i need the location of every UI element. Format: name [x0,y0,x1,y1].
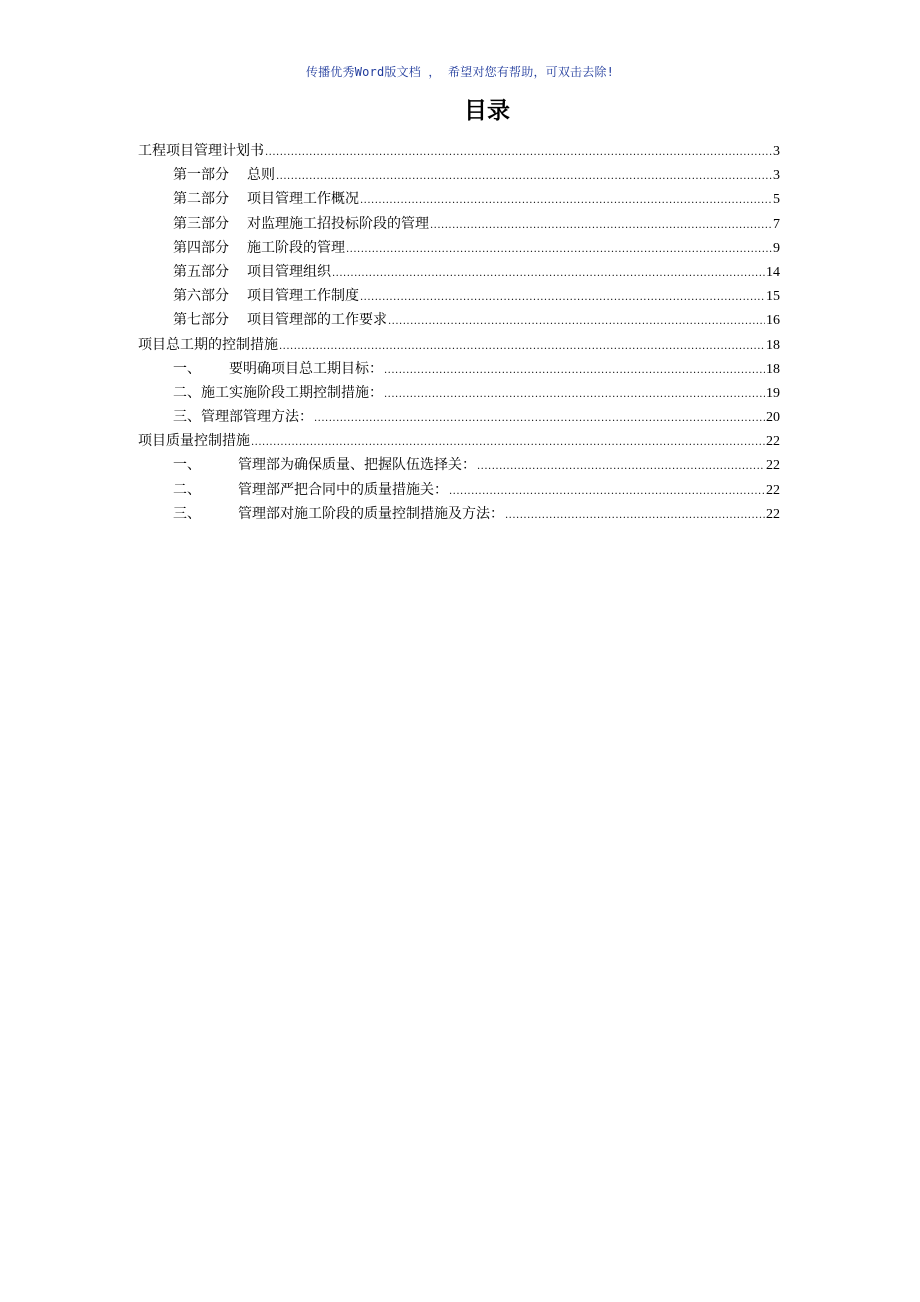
toc-entry-title: 项目管理工作制度 [247,288,359,305]
toc-leader-dots [360,286,765,310]
toc-page-number: 3 [773,168,780,184]
toc-leader-dots [384,383,765,407]
toc-entry-label [173,405,313,429]
toc-entry-title: 总则 [247,167,275,184]
toc-page-number: 18 [766,361,780,377]
toc-page-number: 3 [773,144,780,159]
toc-page-number: 22 [766,434,780,450]
header-watermark-text: 传播优秀Word版文档 ， 希望对您有帮助，可双击去除! [305,65,615,79]
toc-page-number: 22 [766,506,780,522]
toc-leader-dots [276,165,772,189]
toc-entry-label [173,478,448,502]
table-of-contents [138,139,780,526]
toc-entry-title: 管理部对施工阶段的质量控制措施及方法： [238,505,504,522]
toc-entry-title: 对监理施工招投标阶段的管理 [247,215,429,232]
toc-entry-title: 三、管理部管理方法： [173,409,313,426]
toc-entry-title: 二、施工实施阶段工期控制措施： [173,384,383,401]
toc-page-number: 20 [766,410,780,426]
toc-entry-title: 项目管理部的工作要求 [247,312,387,329]
toc-page-number: 9 [773,240,780,256]
toc-entry-label [173,502,504,526]
toc-entry-label [173,284,359,308]
toc-entry[interactable] [138,453,780,477]
toc-leader-dots [279,335,765,359]
toc-leader-dots [505,504,765,528]
toc-entry-label [173,308,387,332]
toc-leader-dots [346,238,772,262]
toc-entry-number: 第三部分 [173,215,229,232]
toc-entry-number: 第二部分 [173,191,229,208]
toc-entry-number: 二、 [173,481,201,498]
toc-page-number: 22 [766,458,780,474]
toc-entry-title: 施工阶段的管理 [247,239,345,256]
toc-entry[interactable] [138,236,780,260]
toc-entry[interactable] [138,405,780,429]
toc-page-number: 7 [773,216,780,232]
toc-page-number: 19 [766,385,780,401]
toc-entry-number: 第五部分 [173,263,229,280]
toc-entry-number: 第七部分 [173,312,229,329]
toc-entry-title: 项目管理工作概况 [247,191,359,208]
toc-leader-dots [314,407,765,431]
toc-entry-title: 项目质量控制措施 [138,433,250,450]
toc-leader-dots [332,262,765,286]
toc-entry[interactable] [138,333,780,357]
toc-entry-label [173,260,331,284]
toc-entry-title: 管理部为确保质量、把握队伍选择关： [238,457,476,474]
toc-page-number: 14 [766,264,780,280]
toc-entry[interactable] [138,381,780,405]
toc-entry-label [173,163,275,187]
toc-entry-title: 项目总工期的控制措施 [138,336,278,353]
toc-entry-number: 第六部分 [173,288,229,305]
toc-leader-dots [477,455,765,479]
toc-entry-title: 项目管理组织 [247,263,331,280]
toc-entry[interactable] [138,357,780,381]
toc-entry-label [173,381,383,405]
toc-entry-number: 第四部分 [173,239,229,256]
toc-entry-number: 三、 [173,505,201,522]
toc-entry-number: 一、 [173,457,201,474]
toc-entry-label [173,212,429,236]
toc-entry-number: 一、 [173,360,201,377]
toc-entry[interactable] [138,478,780,502]
toc-page-number: 16 [766,313,780,329]
toc-entry-label [138,139,264,163]
toc-title: 目录 [464,98,510,124]
toc-entry[interactable] [138,308,780,332]
toc-entry[interactable] [138,139,780,163]
toc-leader-dots [384,359,765,383]
toc-entry-label [138,429,250,453]
toc-page-number: 22 [766,482,780,498]
toc-entry[interactable] [138,429,780,453]
toc-entry-title: 要明确项目总工期目标： [229,360,383,377]
toc-leader-dots [430,214,772,238]
toc-entry-label [173,453,476,477]
toc-entry-label [138,333,278,357]
toc-entry-number: 第一部分 [173,167,229,184]
toc-leader-dots [251,431,765,455]
toc-entry[interactable] [138,163,780,187]
toc-entry-label [173,357,383,381]
toc-page-number: 18 [766,337,780,353]
toc-entry-label [173,236,345,260]
toc-entry[interactable] [138,260,780,284]
toc-leader-dots [360,189,772,213]
toc-entry-title: 工程项目管理计划书 [138,143,264,159]
toc-page-number: 15 [766,289,780,305]
toc-leader-dots [449,480,765,504]
toc-entry-title: 管理部严把合同中的质量措施关： [238,481,448,498]
toc-entry[interactable] [138,284,780,308]
toc-page-number: 5 [773,192,780,208]
toc-leader-dots [265,141,772,165]
toc-entry[interactable] [138,502,780,526]
toc-entry[interactable] [138,212,780,236]
toc-entry[interactable] [138,187,780,211]
toc-leader-dots [388,310,765,334]
toc-entry-label [173,187,359,211]
